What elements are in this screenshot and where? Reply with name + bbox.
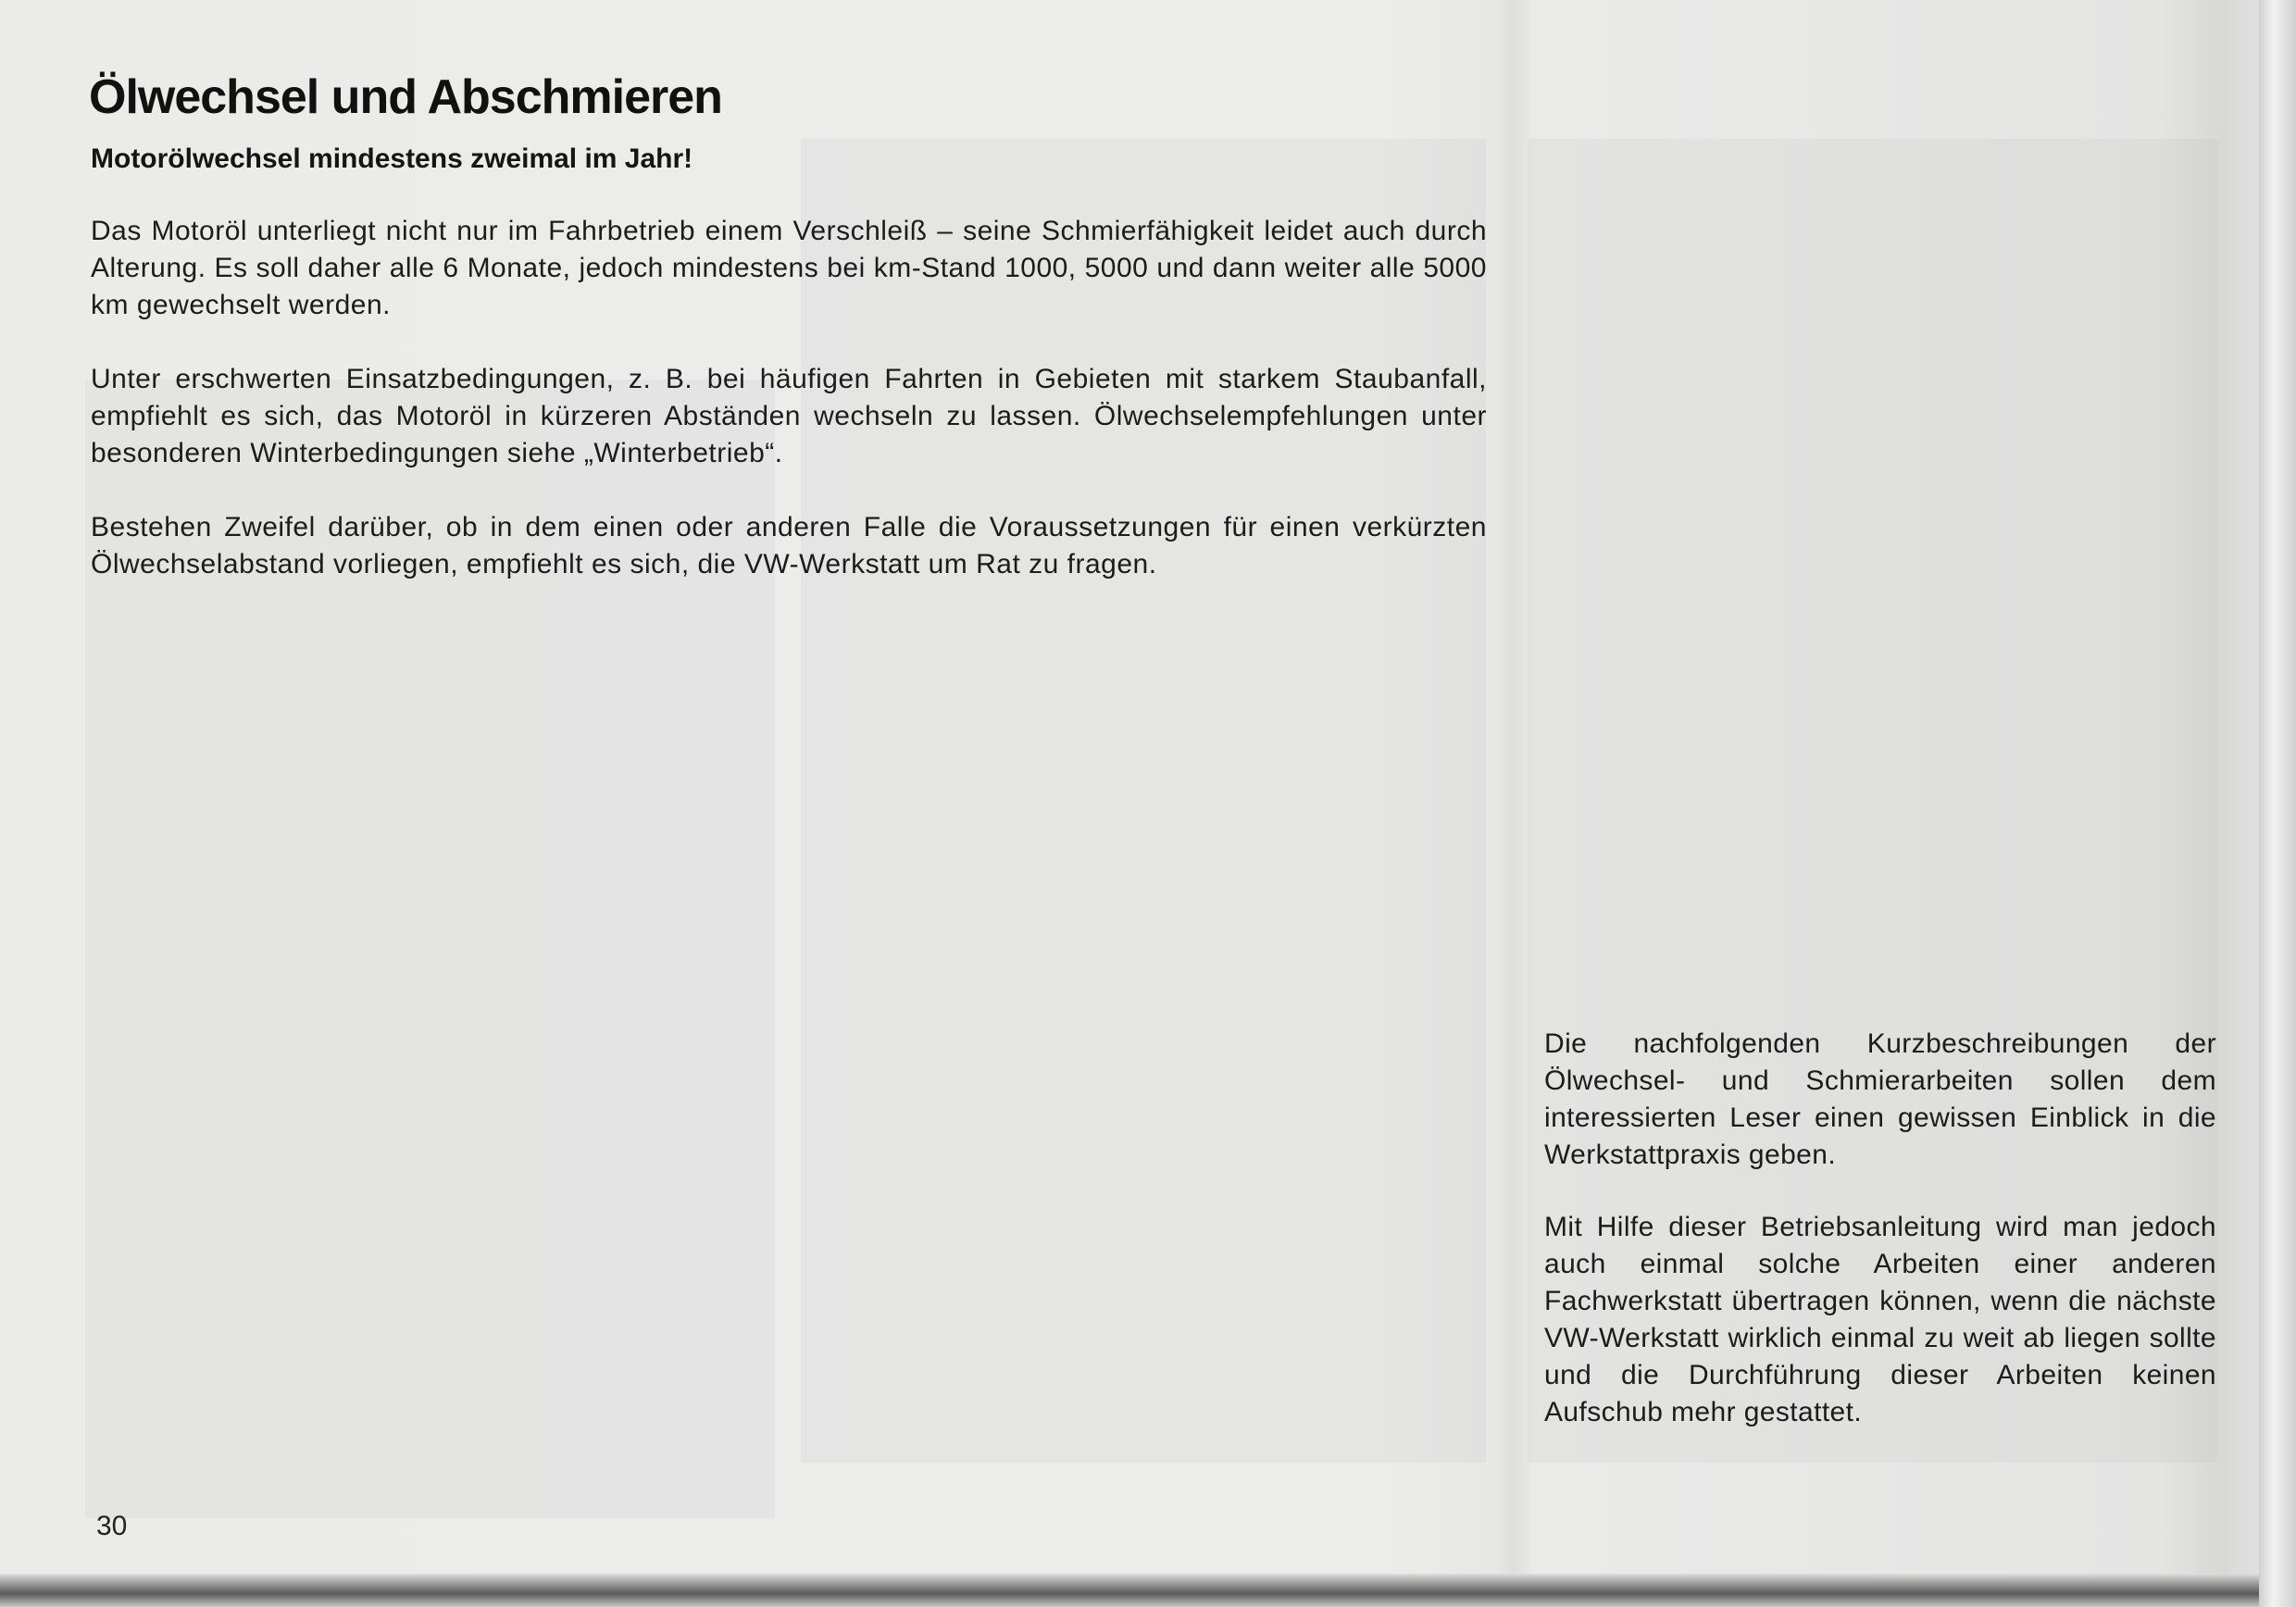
- body-paragraph: Das Motoröl unterliegt nicht nur im Fahrbetrieb einem Verschleiß – seine Schmierfähigkeit leidet auch durch Alterung. Es soll daher alle 6 Monate, jedoch mindestens bei km-Stand 1000, 5000 und dann weiter alle 5000 km gewechselt werden.: [91, 216, 1487, 320]
- page-edge-shadow: [2231, 0, 2259, 1574]
- gutter-shadow: [1495, 0, 1532, 1574]
- body-paragraph: Unter erschwerten Einsatzbedingungen, z. B. bei häufigen Fahrten in Gebieten mit starkem Staubanfall, empfiehlt es sich, das Motoröl in kürzeren Abständen wechseln zu lassen. Ölwechselempfehlungen unter besonderen Winterbedingungen siehe „Winterbetrieb“.: [91, 364, 1487, 468]
- body-paragraph: Bestehen Zweifel darüber, ob in dem einen oder anderen Falle die Voraussetzungen für einen verkürzten Ölwechselabstand vorliegen, empfiehlt es sich, die VW-Werkstatt um Rat zu fragen.: [91, 512, 1487, 579]
- page-title: Ölwechsel und Abschmieren: [89, 69, 722, 124]
- show-through-shade: [801, 139, 1486, 1463]
- book-right-edge: [2259, 0, 2296, 1607]
- section-subtitle: Motorölwechsel mindestens zweimal im Jahr!: [91, 143, 693, 174]
- page-number: 30: [96, 1511, 128, 1541]
- book-bottom-edge: [0, 1574, 2296, 1607]
- body-paragraph: Mit Hilfe dieser Betriebsanleitung wird man jedoch auch einmal solche Arbeiten einer anderen Fachwerkstatt übertragen können, wenn die nächste VW-Werkstatt wirklich einmal zu weit ab liegen sollte und die Durchführung dieser Arbeiten keinen Aufschub mehr gestattet.: [1544, 1212, 2216, 1427]
- body-paragraph: Die nachfolgenden Kurzbeschreibungen der Ölwechsel- und Schmierarbeiten sollen dem interessierten Leser einen gewissen Einblick in die Werkstattpraxis geben.: [1544, 1028, 2216, 1170]
